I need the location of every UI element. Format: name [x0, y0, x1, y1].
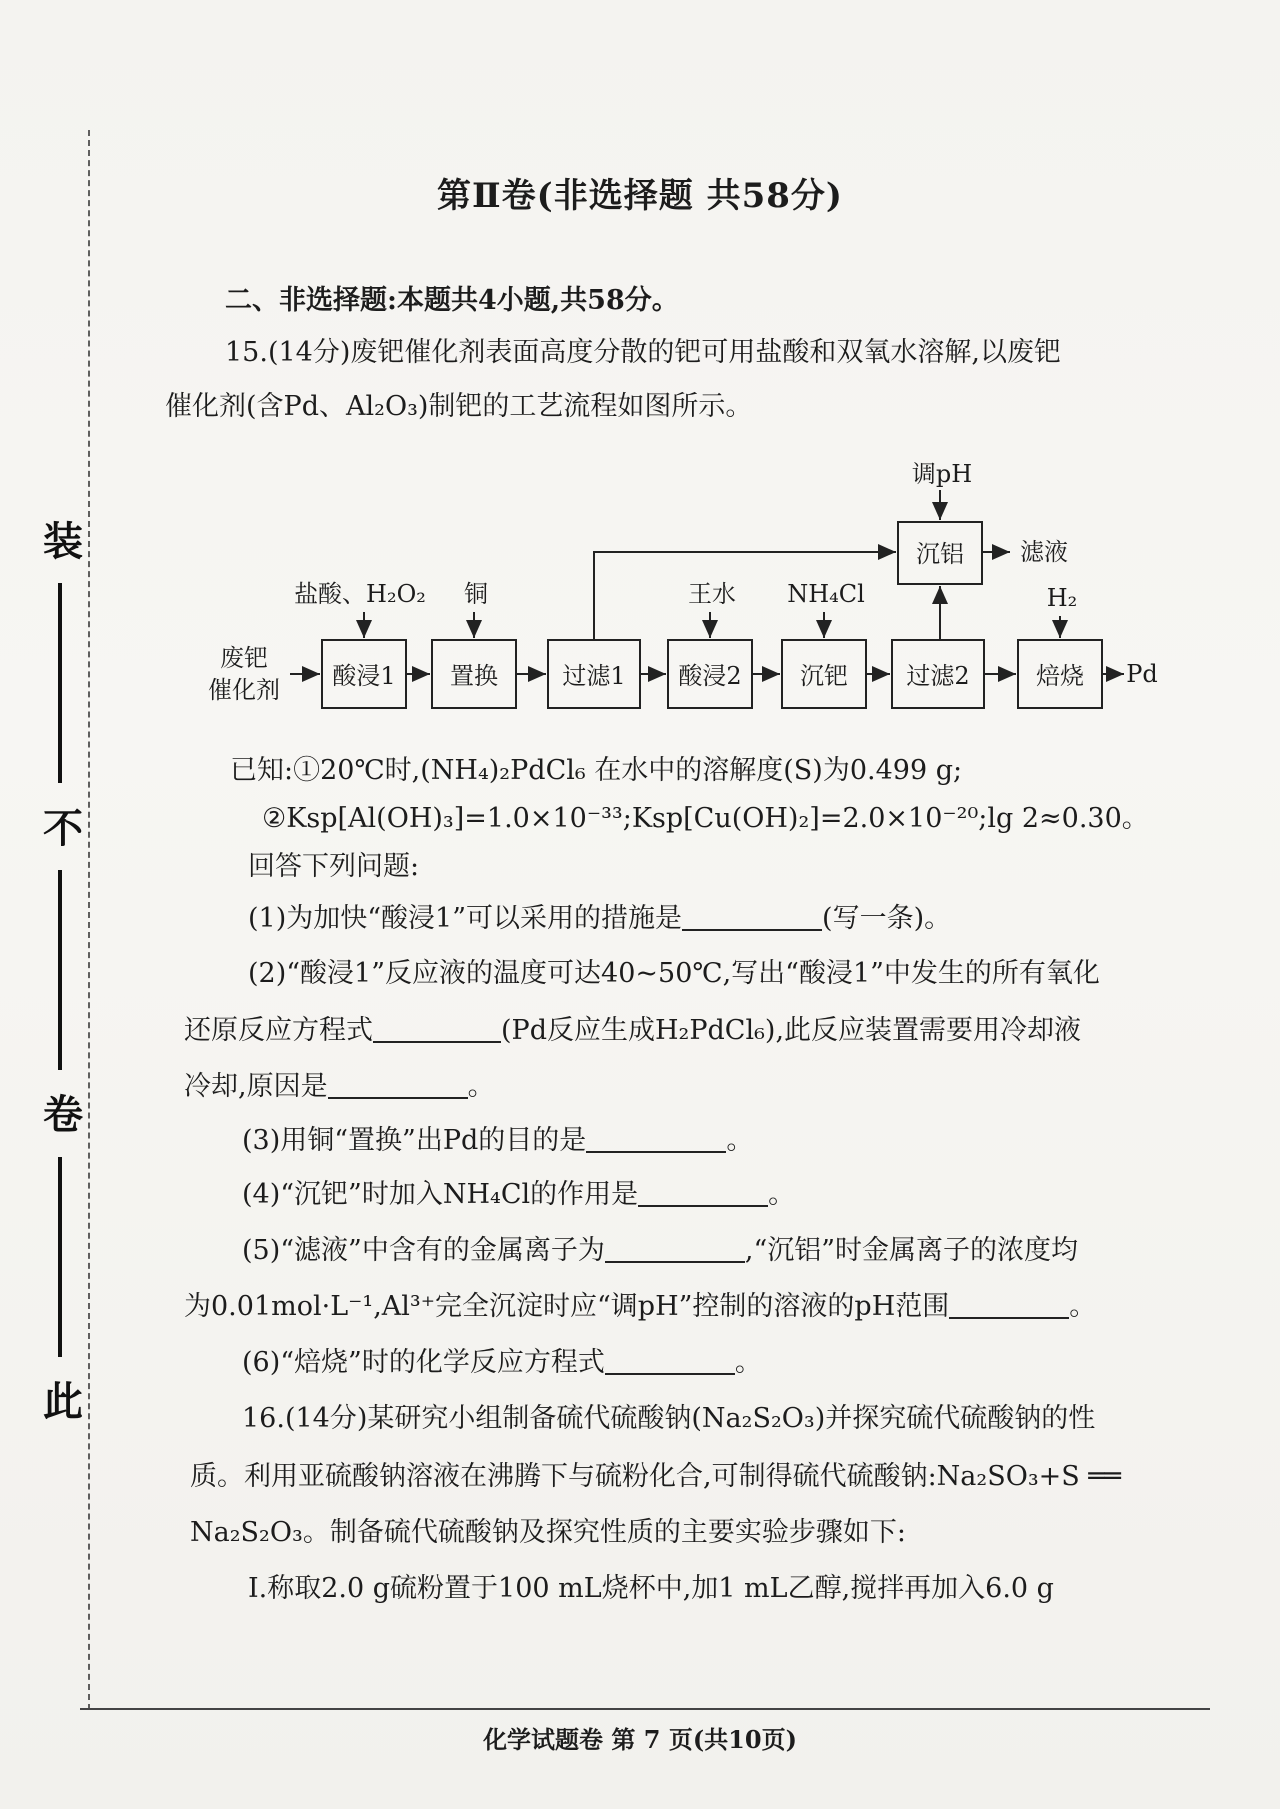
- reagent-copper: 铜: [464, 580, 488, 608]
- q15-part-6-text: (6)“焙烧”时的化学反应方程式: [242, 1347, 605, 1378]
- q15-part-1-suffix: (写一条)。: [822, 903, 952, 934]
- flow-start-label: 催化剂: [208, 676, 280, 704]
- answer-blank[interactable]: [605, 1235, 745, 1263]
- answer-blank[interactable]: [682, 903, 822, 931]
- process-flowchart: [0, 440, 1280, 740]
- flow-start-label: 废钯: [220, 644, 268, 672]
- seal-char: 装: [36, 520, 84, 560]
- period: 。: [467, 1071, 495, 1102]
- period: 。: [768, 1179, 796, 1210]
- answer-blank[interactable]: [605, 1347, 735, 1375]
- flow-box-label: 酸浸2: [678, 662, 742, 690]
- q15-part-1-text: (1)为加快“酸浸1”可以采用的措施是: [248, 903, 683, 934]
- q15-part-6: [242, 1344, 762, 1382]
- flow-box-label: 过滤1: [562, 662, 626, 690]
- flow-box-label: 过滤2: [906, 662, 970, 690]
- binding-margin-line: [88, 130, 92, 1710]
- q15-part-1: [248, 900, 951, 938]
- q15-part-2-line-1: (2)“酸浸1”反应液的温度可达40~50℃,写出“酸浸1”中发生的所有氧化: [248, 958, 1100, 989]
- seal-char: 不: [36, 806, 84, 847]
- q15-part-4-text: (4)“沉钯”时加入NH₄Cl的作用是: [242, 1179, 639, 1210]
- answer-blank[interactable]: [373, 1015, 501, 1043]
- page-footer: 化学试题卷 第 7 页(共10页): [483, 1725, 797, 1754]
- answer-blank[interactable]: [949, 1291, 1069, 1319]
- reagent-adjust-ph: 调pH: [911, 460, 973, 488]
- q15-part-2-line-2: [184, 1012, 1081, 1050]
- part-heading: 二、非选择题:本题共4小题,共58分。: [225, 285, 679, 316]
- seal-divider: [58, 870, 62, 1070]
- reagent-aqua-regia: 王水: [688, 580, 736, 608]
- footer-rule: [80, 1708, 1210, 1710]
- answer-blank[interactable]: [586, 1125, 726, 1153]
- q15-part-2-note: (Pd反应生成H₂PdCl₆),此反应装置需要用冷却液: [501, 1015, 1082, 1046]
- q15-part-5-text: (5)“滤液”中含有的金属离子为: [242, 1235, 605, 1266]
- q15-part-2-reason: 冷却,原因是: [184, 1071, 328, 1102]
- known-line-1: 已知:①20℃时,(NH₄)₂PdCl₆ 在水中的溶解度(S)为0.499 g;: [230, 755, 963, 786]
- flow-box-label: 沉铝: [916, 540, 964, 568]
- q15-part-3: [242, 1122, 753, 1160]
- flow-box-label: 沉钯: [800, 662, 848, 690]
- q16-line-3: Na₂S₂O₃。制备硫代硫酸钠及探究性质的主要实验步骤如下:: [190, 1517, 906, 1548]
- q15-part-5-cont: ,“沉铝”时金属离子的浓度均: [744, 1235, 1079, 1266]
- flow-box-label: 焙烧: [1036, 662, 1084, 690]
- seal-char: 卷: [36, 1093, 84, 1134]
- q15-part-4: [242, 1176, 795, 1214]
- reagent-acid-h2o2: 盐酸、H₂O₂: [294, 580, 426, 608]
- q15-line-2: 催化剂(含Pd、Al₂O₃)制钯的工艺流程如图所示。: [165, 391, 753, 422]
- answer-blank[interactable]: [638, 1179, 768, 1207]
- seal-char: 此: [36, 1379, 84, 1420]
- q16-line-1: 16.(14分)某研究小组制备硫代硫酸钠(Na₂S₂O₃)并探究硫代硫酸钠的性: [242, 1403, 1096, 1434]
- q15-part-2-text: 还原反应方程式: [184, 1015, 373, 1046]
- period: 。: [726, 1125, 754, 1156]
- output-filtrate: 滤液: [1020, 538, 1068, 566]
- q15-part-5-line-2: [184, 1288, 1096, 1326]
- q16-line-4: Ⅰ.称取2.0 g硫粉置于100 mL烧杯中,加1 mL乙醇,搅拌再加入6.0 g: [248, 1573, 1054, 1604]
- section-title: 第Ⅱ卷(非选择题 共58分): [437, 176, 843, 216]
- flow-box-label: 酸浸1: [332, 662, 396, 690]
- q15-line-1: 15.(14分)废钯催化剂表面高度分散的钯可用盐酸和双氧水溶解,以废钯: [225, 337, 1061, 368]
- q15-part-3-text: (3)用铜“置换”出Pd的目的是: [242, 1125, 587, 1156]
- output-pd: Pd: [1126, 660, 1158, 688]
- answer-prompt: 回答下列问题:: [248, 851, 420, 882]
- flow-box-label: 置换: [450, 662, 498, 690]
- q15-part-2-line-3: [184, 1068, 495, 1106]
- q16-line-2: 质。利用亚硫酸钠溶液在沸腾下与硫粉化合,可制得硫代硫酸钠:Na₂SO₃+S ══: [190, 1461, 1121, 1492]
- seal-divider: [58, 1157, 62, 1357]
- answer-blank[interactable]: [328, 1071, 468, 1099]
- reagent-nh4cl: NH₄Cl: [787, 580, 865, 608]
- q15-part-5-line-1: [242, 1232, 1078, 1270]
- reagent-h2: H₂: [1046, 584, 1078, 612]
- period: 。: [734, 1347, 762, 1378]
- q15-part-5-ph: 为0.01mol·L⁻¹,Al³⁺完全沉淀时应“调pH”控制的溶液的pH范围: [184, 1291, 950, 1322]
- known-line-2: ②Ksp[Al(OH)₃]=1.0×10⁻³³;Ksp[Cu(OH)₂]=2.0×10⁻²⁰;lg 2≈0.30。: [262, 803, 1149, 834]
- period: 。: [1069, 1291, 1097, 1322]
